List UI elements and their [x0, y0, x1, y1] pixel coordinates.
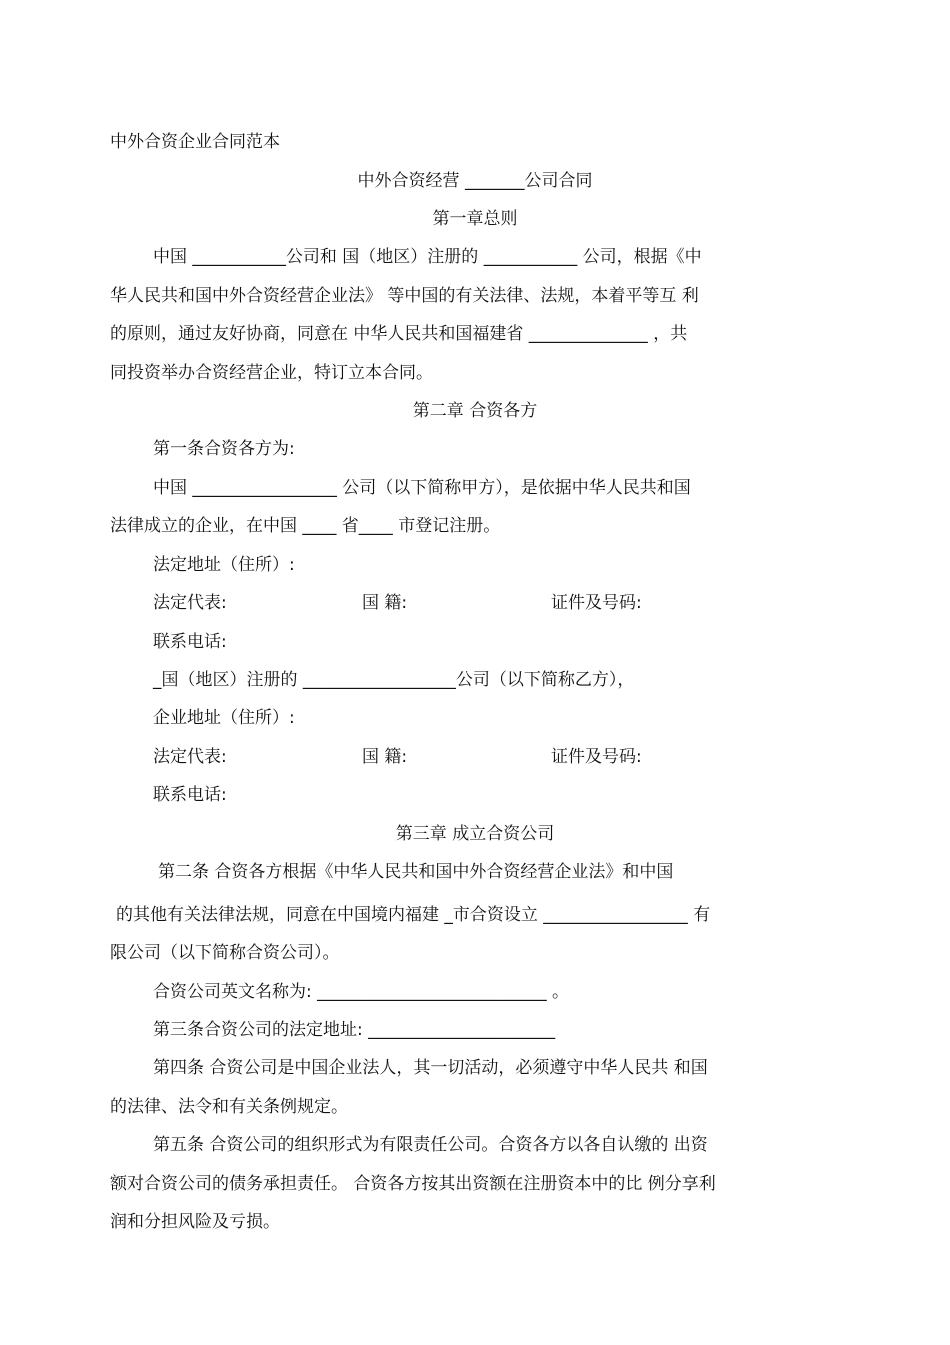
- party-a-rep-label: 法定代表:: [153, 593, 227, 613]
- article-1: 第一条合资各方为:: [153, 439, 295, 459]
- article-5-line: 润和分担风险及亏损。: [110, 1212, 280, 1232]
- english-name-line: 合资公司英文名称为: ___________________________ 。: [153, 982, 570, 1002]
- contract-title: 中外合资经营 _______公司合同: [357, 171, 593, 191]
- article-2-line: 的其他有关法律法规，同意在中国境内福建 _市合资设立 _________________ 有: [116, 905, 711, 925]
- article-2-line: 限公司（以下简称合资公司）。: [110, 943, 340, 963]
- party-a-phone-label: 联系电话:: [153, 632, 227, 652]
- chapter-1-paragraph-line: 华人民共和国中外合资经营企业法》 等中国的有关法律、法规，本着平等互 利: [110, 286, 699, 306]
- party-b-nationality-label: 国 籍:: [362, 747, 408, 767]
- chapter-1-paragraph-line: 中国 ___________公司和 国（地区）注册的 ___________ 公司，根据《中: [153, 247, 702, 267]
- party-a-line: 中国 _________________ 公司（以下简称甲方），是依据中华人民共和国: [153, 478, 691, 498]
- party-a-nationality-label: 国 籍:: [362, 593, 408, 613]
- article-2-line: 第二条 合资各方根据《中华人民共和国中外合资经营企业法》和中国: [158, 862, 674, 882]
- article-3: 第三条合资公司的法定地址: ______________________: [153, 1020, 556, 1040]
- article-5-line: 额对合资公司的债务承担责任。 合资各方按其出资额在注册资本中的比 例分享利: [110, 1174, 716, 1194]
- document-title: 中外合资企业合同范本: [110, 132, 280, 152]
- party-a-line: 法律成立的企业，在中国 ____ 省____ 市登记注册。: [110, 516, 501, 536]
- party-b-address-label: 企业地址（住所）:: [153, 708, 295, 728]
- party-a-address-label: 法定地址（住所）:: [153, 555, 295, 575]
- chapter-1-paragraph-line: 的原则，通过友好协商，同意在 中华人民共和国福建省 ______________ ，共: [110, 324, 688, 344]
- chapter-3-heading: 第三章 成立合资公司: [395, 824, 555, 844]
- party-b-id-label: 证件及号码:: [551, 747, 642, 767]
- article-4-line: 第四条 合资公司是中国企业法人，其一切活动，必须遵守中华人民共 和国: [153, 1058, 708, 1078]
- party-a-id-label: 证件及号码:: [551, 593, 642, 613]
- party-b-rep-label: 法定代表:: [153, 747, 227, 767]
- article-4-line: 的法律、法令和有关条例规定。: [110, 1097, 348, 1117]
- article-5-line: 第五条 合资公司的组织形式为有限责任公司。合资各方以各自认缴的 出资: [153, 1135, 708, 1155]
- chapter-1-heading: 第一章总则: [432, 209, 518, 229]
- party-b-line: _国（地区）注册的 __________________公司（以下简称乙方），: [153, 670, 635, 690]
- chapter-2-heading: 第二章 合资各方: [412, 401, 538, 421]
- party-b-phone-label: 联系电话:: [153, 785, 227, 805]
- chapter-1-paragraph-line: 同投资举办合资经营企业，特订立本合同。: [110, 363, 433, 383]
